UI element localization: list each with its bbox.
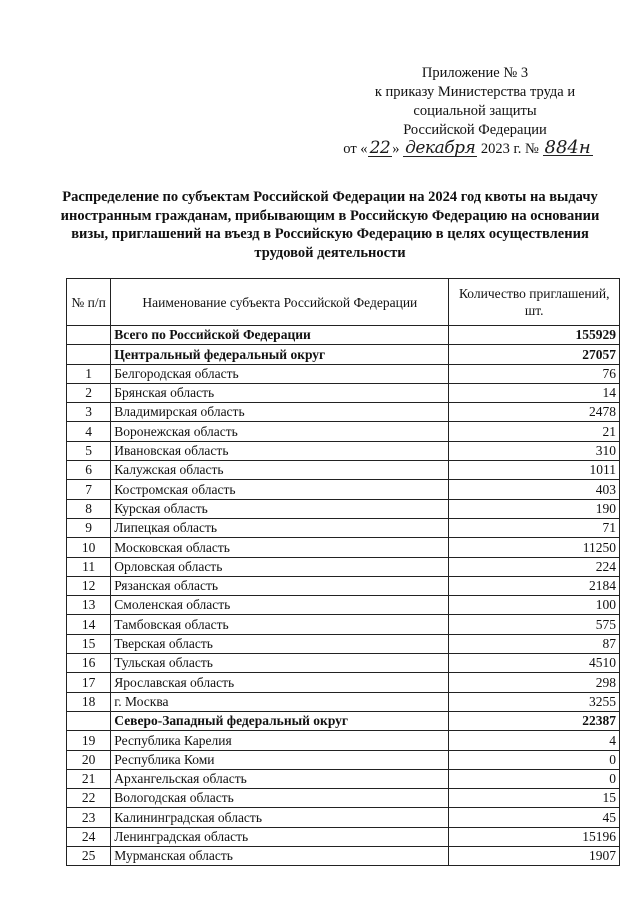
row-number: 11 (67, 557, 111, 576)
region-name: Калининградская область (111, 808, 449, 827)
region-qty: 575 (449, 615, 620, 634)
region-name: Курская область (111, 499, 449, 518)
handwritten-day: 22 (369, 138, 391, 158)
table-row (67, 692, 620, 711)
table-row (67, 364, 620, 383)
region-qty: 4 (449, 731, 620, 750)
row-number: 23 (67, 808, 111, 827)
table-row (67, 576, 620, 595)
region-qty: 14 (449, 383, 620, 402)
region-name: Республика Коми (111, 750, 449, 769)
region-name: Ивановская область (111, 441, 449, 460)
table-row (67, 634, 620, 653)
region-qty: 4510 (449, 654, 620, 673)
table-row (67, 615, 620, 634)
region-qty: 2478 (449, 403, 620, 422)
row-number: 20 (67, 750, 111, 769)
table-row (67, 769, 620, 788)
row-number: 6 (67, 461, 111, 480)
district-row (67, 711, 620, 730)
district-num-cell (67, 711, 111, 730)
region-name: Архангельская область (111, 769, 449, 788)
table-row (67, 827, 620, 846)
row-number: 3 (67, 403, 111, 422)
district-qty: 27057 (449, 345, 620, 364)
date-mid: » (392, 141, 400, 157)
handwritten-month: декабря (405, 138, 476, 158)
table-row (67, 847, 620, 866)
table-row (67, 422, 620, 441)
region-qty: 190 (449, 499, 620, 518)
region-name: Мурманская область (111, 847, 449, 866)
row-number: 19 (67, 731, 111, 750)
appendix-number: Приложение № 3 (421, 65, 529, 81)
region-name: Калужская область (111, 461, 449, 480)
total-name: Всего по Российской Федерации (111, 326, 449, 345)
region-name: г. Москва (111, 692, 449, 711)
row-number: 24 (67, 827, 111, 846)
region-name: Московская область (111, 538, 449, 557)
region-name: Смоленская область (111, 596, 449, 615)
region-qty: 11250 (449, 538, 620, 557)
table-row (67, 654, 620, 673)
region-qty: 100 (449, 596, 620, 615)
quota-table (66, 278, 620, 866)
table-row (67, 383, 620, 402)
total-num-cell (67, 326, 111, 345)
row-number: 14 (67, 615, 111, 634)
region-qty: 0 (449, 750, 620, 769)
row-number: 12 (67, 576, 111, 595)
row-number: 21 (67, 769, 111, 788)
region-qty: 298 (449, 673, 620, 692)
region-qty: 3255 (449, 692, 620, 711)
region-qty: 87 (449, 634, 620, 653)
region-name: Ленинградская область (111, 827, 449, 846)
district-qty: 22387 (449, 711, 620, 730)
region-name: Орловская область (111, 557, 449, 576)
date-prefix: от « (343, 141, 368, 157)
table-row (67, 441, 620, 460)
row-number: 7 (67, 480, 111, 499)
row-number: 16 (67, 654, 111, 673)
header-quantity: Количество приглашений, шт. (449, 279, 620, 326)
district-row (67, 345, 620, 364)
table-body (67, 326, 620, 866)
row-number: 8 (67, 499, 111, 518)
total-row (67, 326, 620, 345)
region-qty: 15 (449, 789, 620, 808)
region-qty: 2184 (449, 576, 620, 595)
region-qty: 21 (449, 422, 620, 441)
row-number: 5 (67, 441, 111, 460)
row-number: 9 (67, 518, 111, 537)
region-name: Вологодская область (111, 789, 449, 808)
region-name: Брянская область (111, 383, 449, 402)
table-row (67, 403, 620, 422)
table-row (67, 480, 620, 499)
district-num-cell (67, 345, 111, 364)
region-name: Тамбовская область (111, 615, 449, 634)
row-number: 17 (67, 673, 111, 692)
table-row (67, 808, 620, 827)
region-name: Костромская область (111, 480, 449, 499)
region-qty: 310 (449, 441, 620, 460)
table-row (67, 789, 620, 808)
region-name: Воронежская область (111, 422, 449, 441)
region-name: Липецкая область (111, 518, 449, 537)
region-qty: 0 (449, 769, 620, 788)
document-title: Распределение по субъектам Российской Федерации на 2024 год квоты на выдачу иностранным гражданам, прибывающим в Российскую Федерацию на основании визы, приглашений на въезд в Российскую Федерацию в целях осуществления трудовой деятельности (60, 189, 600, 261)
district-name: Центральный федеральный округ (111, 345, 449, 364)
region-qty: 224 (449, 557, 620, 576)
region-name: Ярославская область (111, 673, 449, 692)
region-qty: 1907 (449, 847, 620, 866)
table-row (67, 673, 620, 692)
ministry-line: социальной защиты (413, 103, 537, 119)
table-row (67, 750, 620, 769)
date-suffix: 2023 г. № (480, 141, 539, 157)
row-number: 4 (67, 422, 111, 441)
row-number: 13 (67, 596, 111, 615)
row-number: 18 (67, 692, 111, 711)
federation-line: Российской Федерации (403, 122, 547, 138)
row-number: 15 (67, 634, 111, 653)
order-date-line (341, 137, 595, 159)
header-region-name: Наименование субъекта Российской Федерации (111, 279, 449, 326)
table-header-row (67, 279, 620, 326)
table-row (67, 731, 620, 750)
row-number: 22 (67, 789, 111, 808)
region-qty: 45 (449, 808, 620, 827)
table-row (67, 557, 620, 576)
region-qty: 76 (449, 364, 620, 383)
region-qty: 403 (449, 480, 620, 499)
table-row (67, 518, 620, 537)
table-row (67, 499, 620, 518)
region-name: Республика Карелия (111, 731, 449, 750)
region-qty: 71 (449, 518, 620, 537)
district-name: Северо-Западный федеральный округ (111, 711, 449, 730)
region-name: Рязанская область (111, 576, 449, 595)
region-qty: 15196 (449, 827, 620, 846)
region-qty: 1011 (449, 461, 620, 480)
table-row (67, 461, 620, 480)
row-number: 25 (67, 847, 111, 866)
row-number: 10 (67, 538, 111, 557)
appendix-header (343, 64, 595, 159)
region-name: Владимирская область (111, 403, 449, 422)
order-reference-line: к приказу Министерства труда и (374, 84, 576, 100)
header-number: № п/п (67, 279, 111, 326)
total-qty: 155929 (449, 326, 620, 345)
table-row (67, 596, 620, 615)
row-number: 2 (67, 383, 111, 402)
region-name: Тульская область (111, 654, 449, 673)
row-number: 1 (67, 364, 111, 383)
table-row (67, 538, 620, 557)
region-name: Белгородская область (111, 364, 449, 383)
region-name: Тверская область (111, 634, 449, 653)
handwritten-order-number: 884н (544, 137, 591, 158)
